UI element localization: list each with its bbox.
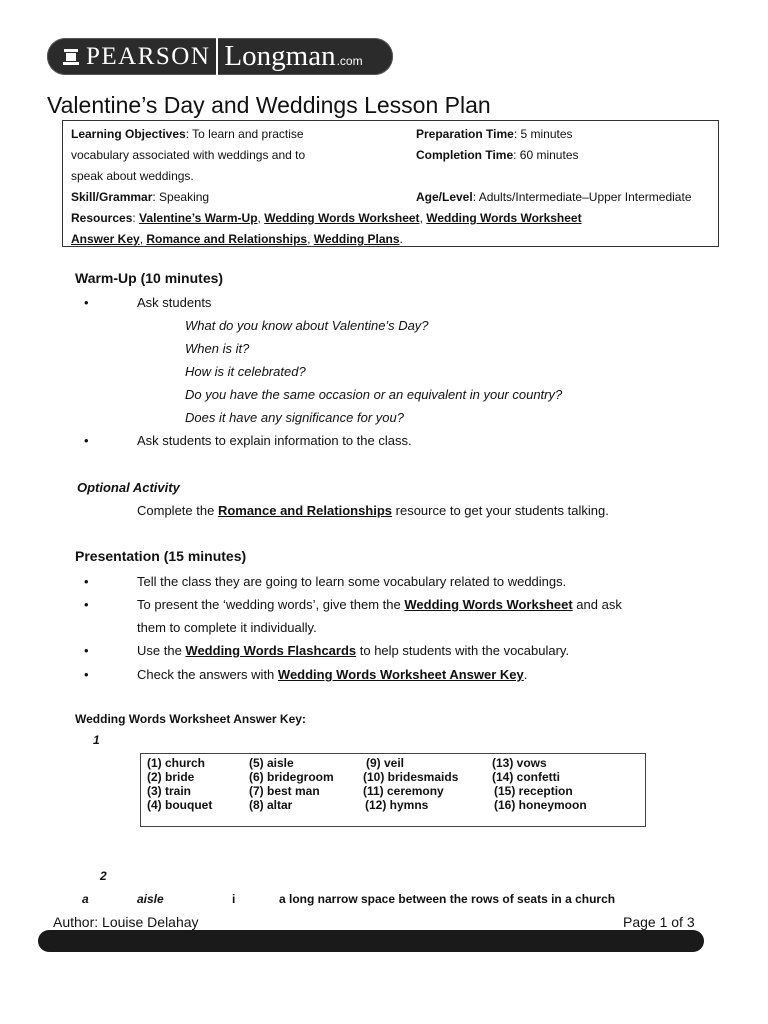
key-cell: (12) hymns (365, 798, 429, 812)
romance-link[interactable]: Romance and Relationships (217, 503, 393, 518)
key-cell: (16) honeymoon (494, 798, 587, 812)
answer-key-link[interactable]: Wedding Words Worksheet Answer Key (277, 667, 524, 682)
resource-link-answer-key[interactable]: Wedding Words Worksheet (426, 211, 582, 225)
logo-suffix: .com (336, 54, 363, 68)
resource-link-romance[interactable]: Romance and Relationships (146, 232, 308, 246)
optional-heading: Optional Activity (77, 480, 180, 495)
definition-letter: a (82, 892, 89, 906)
footer-bar (38, 930, 704, 952)
presentation-heading: Presentation (15 minutes) (75, 548, 247, 564)
key-cell: (8) altar (249, 798, 293, 812)
key-cell: (2) bride (147, 770, 195, 784)
resource-link-warmup[interactable]: Valentine’s Warm-Up (139, 211, 258, 225)
key-cell: (10) bridesmaids (363, 770, 459, 784)
presentation-bullet4: Check the answers with Wedding Words Worksheet Answer Key. (137, 667, 528, 682)
warmup-question-5: Does it have any significance for you? (185, 410, 404, 425)
warmup-question-1: What do you know about Valentine’s Day? (185, 318, 429, 333)
warmup-question-2: When is it? (185, 341, 250, 356)
bullet: • (84, 667, 89, 682)
logo-sub: Longman (224, 40, 336, 72)
bullet: • (84, 574, 89, 589)
key-cell: (11) ceremony (363, 784, 444, 798)
warmup-question-4: Do you have the same occasion or an equivalent in your country? (185, 387, 563, 402)
key-cell: (15) reception (494, 784, 573, 798)
footer-page-number: Page 1 of 3 (623, 914, 695, 930)
key-cell: (3) train (147, 784, 192, 798)
resource-link-wedding-plans[interactable]: Wedding Plans (313, 232, 400, 246)
completion-time: Completion Time: 60 minutes (416, 148, 579, 162)
answer-key-heading: Wedding Words Worksheet Answer Key: (75, 712, 306, 726)
flashcards-link[interactable]: Wedding Words Flashcards (185, 643, 357, 658)
objectives-line3: speak about weddings. (71, 169, 194, 183)
presentation-bullet2: To present the ‘wedding words’, give them the Wedding Words Worksheet and ask (137, 597, 622, 612)
presentation-bullet1: Tell the class they are going to learn some vocabulary related to weddings. (137, 574, 567, 589)
presentation-bullet2-cont: them to complete it individually. (137, 620, 317, 635)
definition-text: a long narrow space between the rows of seats in a church (279, 892, 616, 906)
bullet: • (84, 597, 89, 612)
section-2-label: 2 (100, 869, 107, 883)
pearson-longman-logo (47, 38, 393, 75)
logo-divider (216, 38, 218, 75)
lesson-info-box (62, 120, 719, 247)
worksheet-link[interactable]: Wedding Words Worksheet (404, 597, 573, 612)
objectives-line1: Learning Objectives: To learn and practise (71, 127, 304, 141)
resource-link-worksheet[interactable]: Wedding Words Worksheet (264, 211, 420, 225)
warmup-bullet2: Ask students to explain information to the class. (137, 433, 412, 448)
bullet: • (84, 295, 89, 310)
definition-word: aisle (137, 892, 164, 906)
key-cell: (13) vows (492, 756, 547, 770)
bullet: • (84, 433, 89, 448)
section-1-label: 1 (93, 733, 100, 747)
resources-line1: Resources: Valentine’s Warm-Up, Wedding Words Worksheet, Wedding Words Worksheet (71, 211, 582, 225)
key-cell: (14) confetti (492, 770, 561, 784)
warmup-heading: Warm-Up (10 minutes) (75, 270, 224, 286)
optional-text: Complete the Romance and Relationships resource to get your students talking. (137, 503, 609, 518)
page-title: Valentine’s Day and Weddings Lesson Plan (47, 92, 491, 118)
pearson-mark-icon (61, 47, 81, 67)
warmup-question-3: How is it celebrated? (185, 364, 306, 379)
definition-numeral: i (232, 892, 236, 906)
presentation-bullet3: Use the Wedding Words Flashcards to help students with the vocabulary. (137, 643, 570, 658)
warmup-bullet1: Ask students (137, 295, 212, 310)
key-cell: (7) best man (249, 784, 320, 798)
age-level: Age/Level: Adults/Intermediate–Upper Intermediate (416, 190, 692, 204)
logo-brand: PEARSON (86, 42, 211, 70)
footer-author: Author: Louise Delahay (53, 914, 199, 930)
resource-link-answer-key-cont[interactable]: Answer Key (71, 232, 140, 246)
answer-key-table (140, 753, 646, 827)
key-cell: (4) bouquet (147, 798, 213, 812)
prep-time: Preparation Time: 5 minutes (416, 127, 573, 141)
key-cell: (6) bridegroom (249, 770, 334, 784)
objectives-line2: vocabulary associated with weddings and to (71, 148, 306, 162)
skill-grammar: Skill/Grammar: Speaking (71, 190, 210, 204)
bullet: • (84, 643, 89, 658)
key-cell: (9) veil (366, 756, 405, 770)
key-cell: (5) aisle (249, 756, 294, 770)
resources-line2: Answer Key, Romance and Relationships, Wedding Plans. (71, 232, 403, 246)
key-cell: (1) church (147, 756, 206, 770)
